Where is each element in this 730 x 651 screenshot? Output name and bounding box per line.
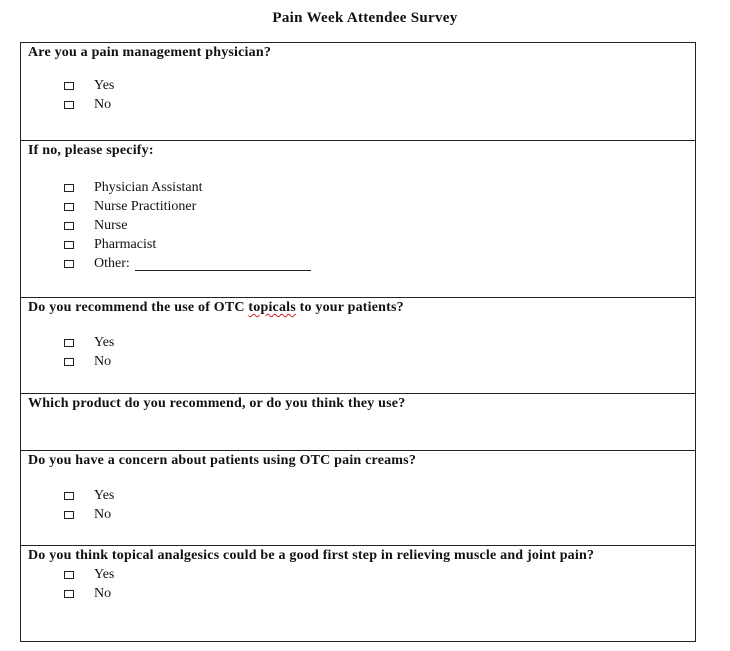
checkbox-icon[interactable] [64,339,74,347]
question-section-product [21,393,695,450]
option-other[interactable] [64,254,695,273]
option-pharmacist[interactable] [64,235,695,254]
survey-table [20,42,696,642]
option-physician-assistant[interactable] [64,178,695,197]
option-label: Yes [94,78,115,93]
option-label: No [94,97,112,112]
checkbox-icon[interactable] [64,492,74,500]
option-label: Yes [94,567,115,582]
option-label: No [94,586,112,601]
option-label: Yes [94,488,115,503]
checkbox-icon[interactable] [64,184,74,192]
misspelled-word: topicals [248,300,296,315]
option-label: No [94,507,112,522]
question-text [21,298,695,317]
question-text: Which product do you recommend, or do you think they use? [28,396,406,411]
checkbox-icon[interactable] [64,101,74,109]
option-label: Pharmacist [94,237,157,252]
option-label: Other: [94,256,130,271]
option-label: No [94,354,112,369]
question-text: Are you a pain management physician? [28,45,272,60]
checkbox-icon[interactable] [64,82,74,90]
checkbox-icon[interactable] [64,358,74,366]
checkbox-icon[interactable] [64,241,74,249]
question-text: If no, please specify: [28,143,154,158]
option-yes[interactable] [64,76,695,95]
option-nurse[interactable] [64,216,695,235]
checkbox-icon[interactable] [64,590,74,598]
question-section-specify [21,140,695,297]
checkbox-icon[interactable] [64,571,74,579]
checkbox-icon[interactable] [64,203,74,211]
question-section-concern [21,450,695,545]
question-section-otc-topicals [21,297,695,393]
option-no[interactable] [64,95,695,114]
option-list [21,486,695,524]
option-list [21,565,695,603]
question-section-first-step [21,545,695,641]
option-no[interactable] [64,352,695,371]
checkbox-icon[interactable] [64,511,74,519]
option-label: Nurse [94,218,128,233]
checkbox-icon[interactable] [64,222,74,230]
option-label: Yes [94,335,115,350]
option-yes[interactable] [64,333,695,352]
other-fill-in-line[interactable] [135,256,311,271]
checkbox-icon[interactable] [64,260,74,268]
option-label: Physician Assistant [94,180,203,195]
option-yes[interactable] [64,565,695,584]
option-no[interactable] [64,584,695,603]
survey-title: Pain Week Attendee Survey [272,10,458,26]
question-text-part: to your patients? [295,300,404,315]
option-no[interactable] [64,505,695,524]
option-yes[interactable] [64,486,695,505]
question-text: Do you think topical analgesics could be a good first step in relieving muscle and joint pain? [28,548,595,563]
option-list [21,333,695,371]
option-label: Nurse Practitioner [94,199,197,214]
option-nurse-practitioner[interactable] [64,197,695,216]
question-section-physician [21,43,695,140]
question-text-part: Do you recommend the use of OTC [28,300,249,315]
question-text: Do you have a concern about patients using OTC pain creams? [28,453,417,468]
option-list [21,76,695,114]
option-list [21,178,695,273]
